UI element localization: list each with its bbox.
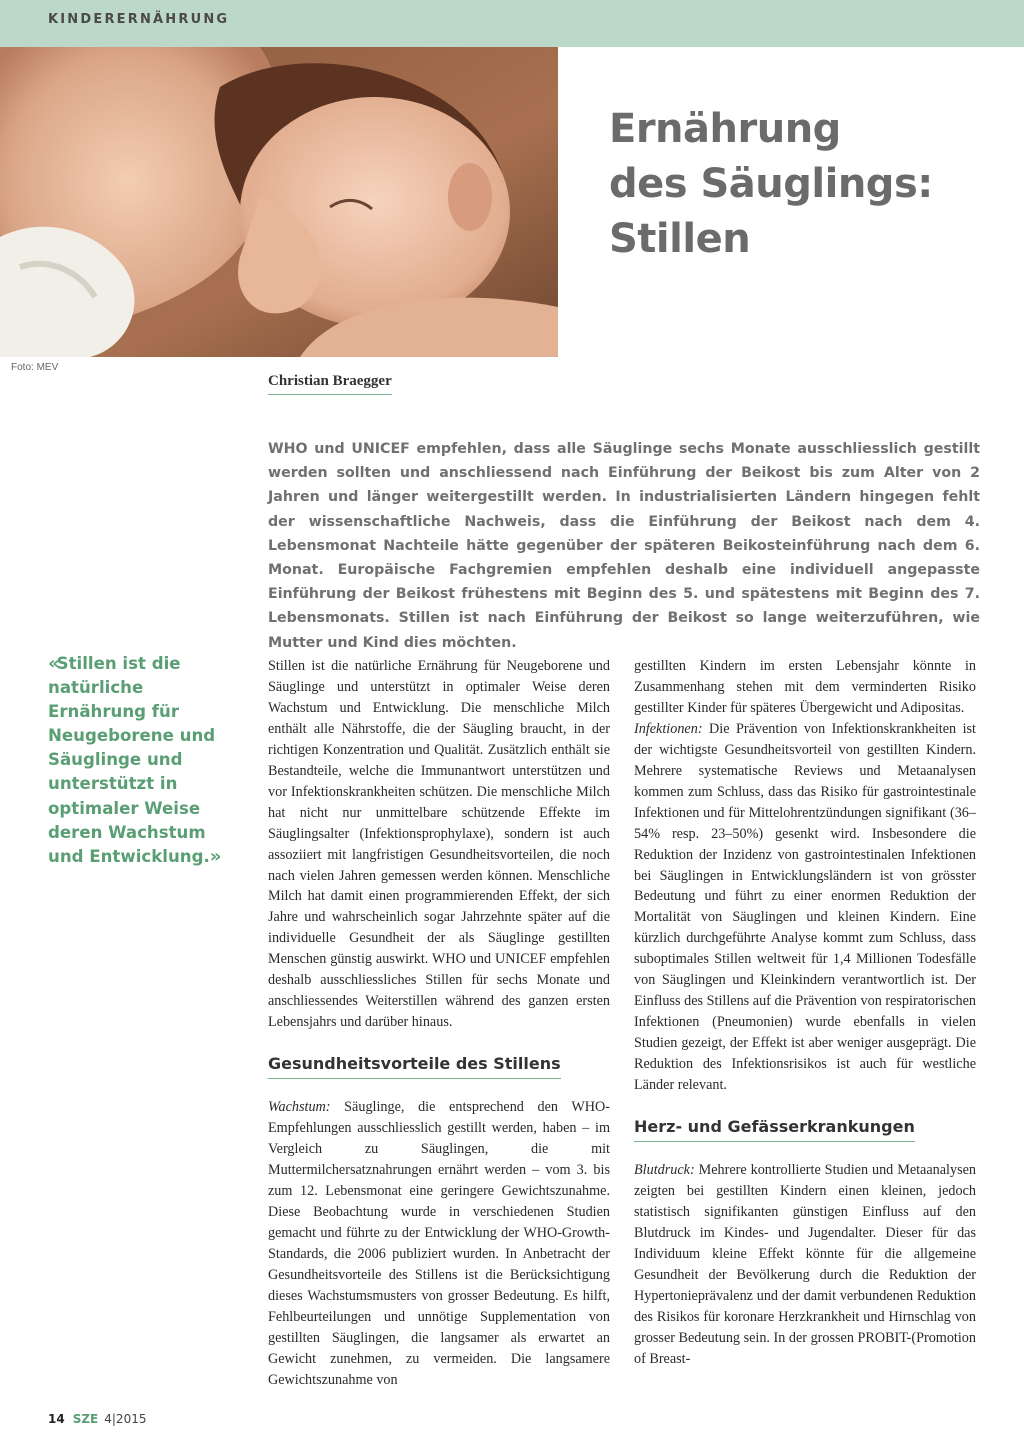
pull-quote: [48, 652, 234, 869]
magazine-name: SZE: [72, 1412, 99, 1426]
title-line-3: Stillen: [609, 216, 751, 262]
section-header-bar: [0, 0, 1024, 47]
pull-quote-text: Stillen ist die natürliche Ernährung für Neugeborene und Säuglinge und unterstützt in optimaler Weise deren Wachstum und Entwicklung.: [48, 654, 216, 866]
body-paragraph: [634, 1160, 976, 1370]
paragraph-label: Wachstum:: [268, 1099, 331, 1116]
paragraph-text: Die Prävention von Infektionskrankheiten ist der wichtigste Gesundheitsvorteil von gestillten Kindern. Mehrere systematische Reviews und Metaanalysen kommen zum Schluss, dass das Risiko für gastrointestinale Infektionen und für Mittelohrentzündungen signifikant (36–54% resp. 23–50%) gesenkt wird. Insbesondere die Reduktion der Inzidenz von gastrointestinalen Infektionen bei Säuglingen in Entwicklungsländern ist von grösster Bedeutung und führt zu einer enormen Reduktion der Mortalität von Säuglingen und kleinen Kindern. Eine kürzlich durchgeführte Analyse kommt zum Schluss, dass suboptimales Stillen weltweit für 1,4 Millionen Todesfälle von Säuglingen und Kleinkindern verantwortlich ist. Der Einfluss des Stillens auf die Prävention von respiratorischen Infektionen (Pneumonien) wurde ebenfalls in vielen Studien gezeigt, der Effekt ist aber weniger ausgeprägt. Die Reduktion des Infektionsrisikos ist auch für westliche Länder relevant.: [634, 720, 976, 1094]
title-line-2: des Säuglings:: [609, 161, 933, 207]
body-paragraph: [268, 1097, 610, 1390]
author-name: Christian Braegger: [268, 373, 392, 395]
body-column-1: [268, 656, 610, 1391]
title-line-1: Ernährung: [609, 106, 841, 152]
paragraph-text: Säuglinge, die entsprechend den WHO-Empfehlungen ausschliesslich gestillt werden, haben – im Vergleich zu Säuglingen, die mit Muttermilchersatznahrungen ernährt werden – vom 3. bis zum 12. Lebensmonat eine geringere Gewichtszunahme. Diese Beobachtung wurde in verschiedenen Studien gemacht und führte zu der Entwicklung der WHO-Growth-Standards, die 2006 publiziert wurden. In Anbetracht der Gesundheitsvorteile des Stillens ist die Berücksichtigung dieses Wachstumsmusters von grosser Bedeutung. Es hilft, Fehlbeurteilungen und unnötige Supplementation von gestillten Säuglingen, die langsamer als erwartet an Gewicht zunehmen, zu vermeiden. Die langsamere Gewichtszunahme von: [268, 1099, 610, 1388]
section-heading: Herz- und Gefässerkrankungen: [634, 1116, 915, 1142]
body-paragraph: gestillten Kindern im ersten Lebensjahr könnte in Zusammenhang stehen mit dem verminderten Risiko gestillter Kinder für späteres Übergewicht und Adipositas.: [634, 658, 976, 716]
article-title: [609, 102, 1009, 267]
body-paragraph: Stillen ist die natürliche Ernährung für Neugeborene und Säuglinge und unterstützt in optimaler Weise deren Wachstum und Entwicklung. Die menschliche Milch enthält alle Nährstoffe, die der Säugling braucht, in der richtigen Konzentration und Qualität. Zusätzlich enthält sie Bestandteile, welche die Immunantwort unterstützen und vor Infektionskrankheiten schützen. Die menschliche Milch hat nicht nur unmittelbare schützende Effekte im Säuglingsalter (Infektionsprophylaxe), sondern ist auch assoziiert mit langfristigen Gesundheitsvorteilen, die noch nach vielen Jahren gemessen werden können. Menschliche Milch hat damit einen programmierenden Effekt, der sich Jahre und wahrscheinlich sogar Jahrzehnte später auf die individuelle Gesundheit der als Säuglinge gestillten Menschen günstig auswirkt. WHO und UNICEF empfehlen deshalb ausschliessliches Stillen für sechs Monate und anschliessendes Weiterstillen während des ganzen ersten Lebensjahrs und darüber hinaus.: [268, 658, 610, 1031]
paragraph-text: Mehrere kontrollierte Studien und Metaanalysen zeigten bei gestillten Kindern einen kleinen, jedoch statistisch signifikanten günstigen Einfluss auf den Blutdruck im Kindes- und Jugendalter. Dieser für das Individuum kleine Effekt könnte für die allgemeine Gesundheit der Bevölkerung durch die Reduktion der Hypertonieprävalenz und der damit verbundenen Reduktion des Risikos für koronare Herzkrankheit und Hirnschlag von grosser Bedeutung sein. In der grossen PROBIT-(Promotion of Breast-: [634, 1162, 976, 1367]
quote-open-mark: «: [48, 653, 57, 674]
section-label: KINDERERNÄHRUNG: [48, 12, 230, 27]
issue-number: 4|2015: [104, 1412, 147, 1426]
section-heading: Gesundheitsvorteile des Stillens: [268, 1053, 561, 1079]
quote-close-mark: »: [209, 845, 219, 867]
article-photo: [0, 47, 558, 357]
page-number: 14: [48, 1412, 65, 1426]
body-paragraph: [634, 719, 976, 1096]
page-footer: [48, 1412, 146, 1426]
body-column-2: [634, 656, 976, 1370]
lead-paragraph: WHO und UNICEF empfehlen, dass alle Säuglinge sechs Monate ausschliesslich gestillt werden sollten und anschliessend nach Einführung der Beikost bis zum Alter von 2 Jahren und länger weitergestillt werden. In industrialisierten Ländern hingegen fehlt der wissenschaftliche Nachweis, dass die Einführung der Beikost nach dem 4. Lebensmonat Nachteile hätte gegenüber der späteren Beikosteinführung nach dem 6. Monat. Europäische Fachgremien empfehlen deshalb eine individuell angepasste Einführung der Beikost frühestens mit Beginn des 5. und spätestens mit Beginn des 7. Lebensmonats. Stillen ist nach Einführung der Beikost so lange weiterzuführen, wie Mutter und Kind dies möchten.: [268, 441, 980, 651]
photo-credit: Foto: MEV: [11, 362, 59, 373]
paragraph-label: Blutdruck:: [634, 1162, 695, 1179]
paragraph-label: Infektionen:: [634, 720, 703, 737]
